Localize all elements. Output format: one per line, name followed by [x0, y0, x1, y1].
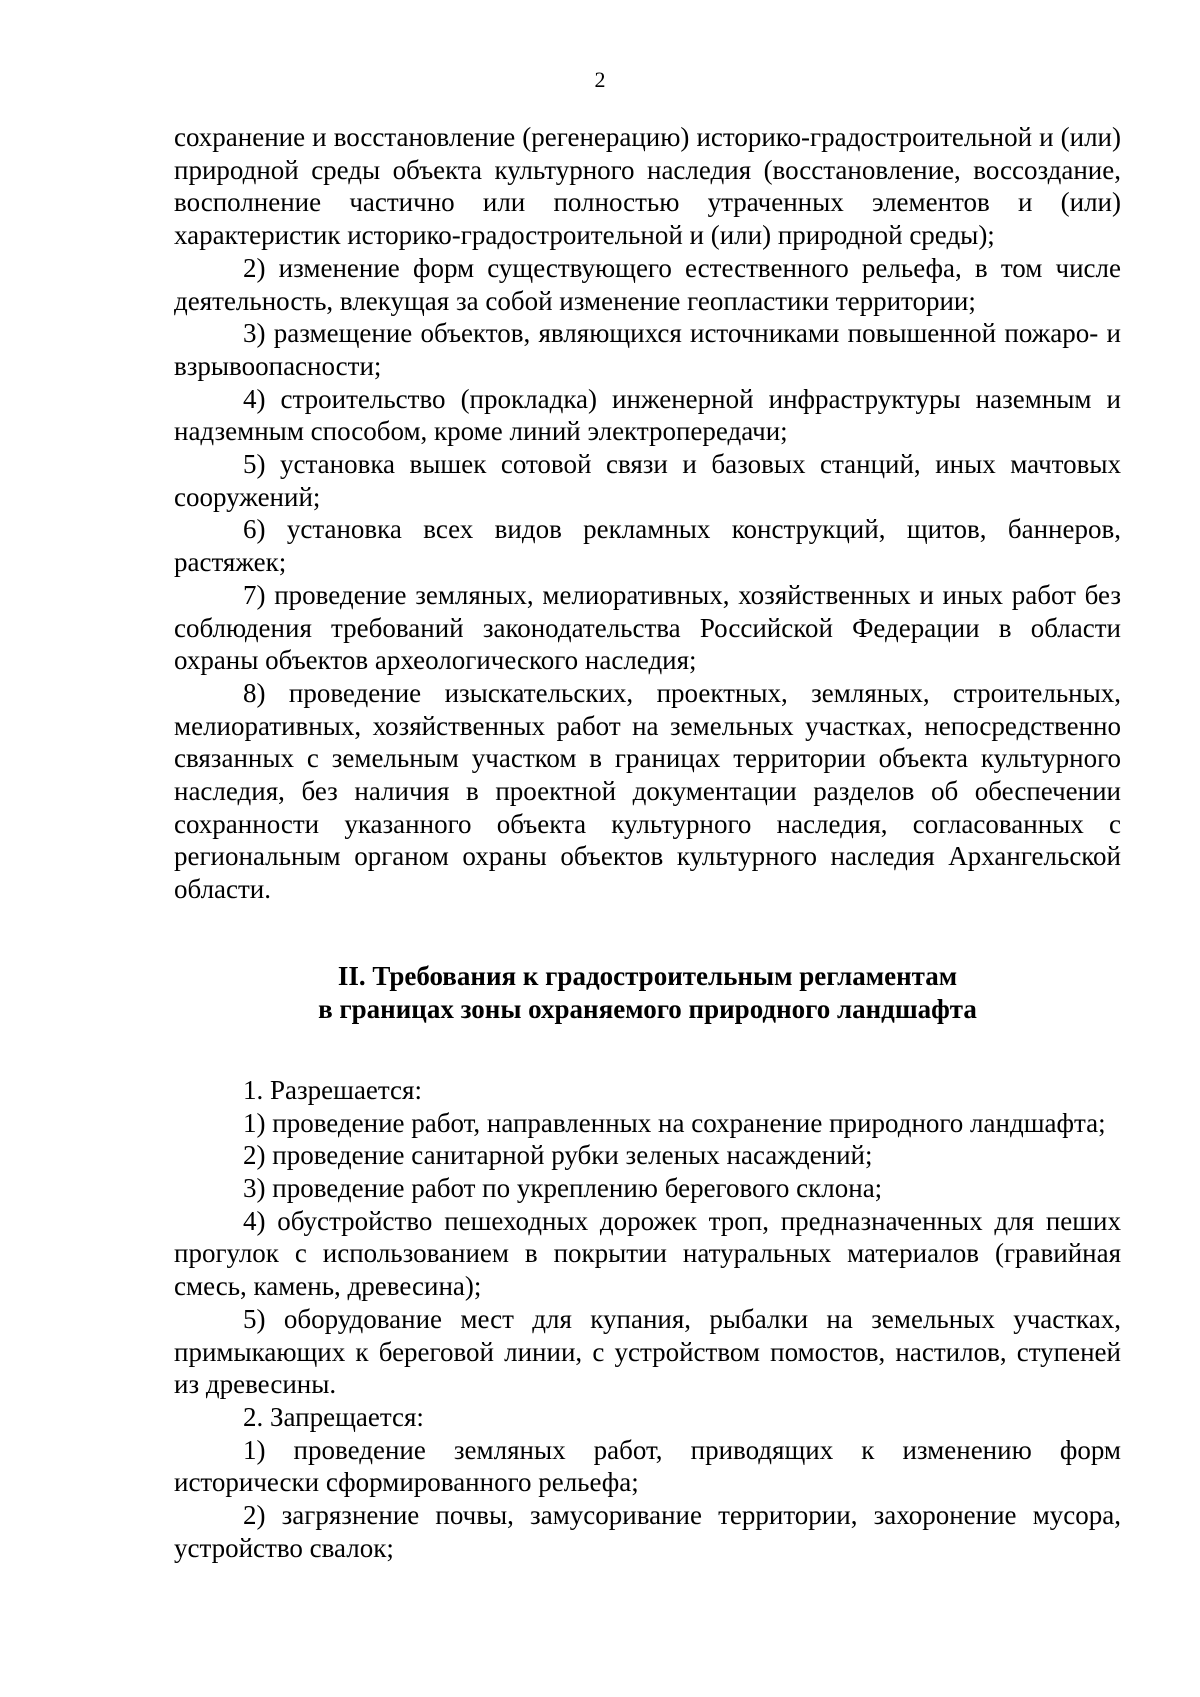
- allowed-item-1: 1) проведение работ, направленных на сохранение природного ландшафта;: [243, 1107, 1106, 1138]
- section-heading: [174, 960, 1121, 1026]
- prohibition-item-2: 2) изменение форм существующего естественного рельефа, в том числе деятельность, влекущая за собой изменение геопластики территории;: [174, 252, 1121, 316]
- allowed-item-3: 3) проведение работ по укреплению берегового склона;: [243, 1172, 883, 1203]
- allowed-header: 1. Разрешается:: [243, 1074, 422, 1105]
- prohibited-item-2: 2) загрязнение почвы, замусоривание территории, захоронение мусора, устройство свалок;: [174, 1500, 1121, 1563]
- prohibition-item-5: 5) установка вышек сотовой связи и базовых станций, иных мачтовых сооружений;: [174, 449, 1121, 512]
- prohibited-item-1: 1) проведение земляных работ, приводящих к изменению форм исторически сформированного рельефа;: [174, 1434, 1121, 1498]
- prohibition-item-3: 3) размещение объектов, являющихся источниками повышенной пожаро- и взрывоопасности;: [174, 318, 1121, 381]
- document-body: [174, 121, 1121, 1564]
- allowed-item-5: 5) оборудование мест для купания, рыбалки на земельных участках, примыкающих к береговой линии, с устройством помостов, настилов, ступеней из древесины.: [174, 1303, 1121, 1400]
- section-heading-line-1: II. Требования к градостроительным регламентам: [337, 960, 958, 991]
- page-number: 2: [594, 67, 606, 92]
- prohibition-item-4: 4) строительство (прокладка) инженерной инфраструктуры наземным и надземным способом, кроме линий электропередачи;: [174, 383, 1121, 447]
- intro-paragraph: сохранение и восстановление (регенерацию) историко-градостроительной и (или) природной среды объекта культурного наследия (восстановление, воссоздание, восполнение частично или полностью утраченных элементов и (или) характеристик историко-градостроительной и (или) природной среды);: [174, 122, 1121, 251]
- prohibition-item-7: 7) проведение земляных, мелиоративных, хозяйственных и иных работ без соблюдения требований законодательства Российской Федерации в области охраны объектов археологического наследия;: [174, 579, 1121, 676]
- allowed-item-2: 2) проведение санитарной рубки зеленых насаждений;: [243, 1140, 873, 1171]
- allowed-item-4: 4) обустройство пешеходных дорожек троп, предназначенных для пеших прогулок с использованием в покрытии натуральных материалов (гравийная смесь, камень, древесина);: [174, 1205, 1121, 1302]
- prohibition-item-6: 6) установка всех видов рекламных конструкций, щитов, баннеров, растяжек;: [174, 514, 1121, 578]
- section-heading-line-2: в границах зоны охраняемого природного ландшафта: [318, 993, 977, 1024]
- prohibited-header: 2. Запрещается:: [243, 1401, 424, 1432]
- section-list: [174, 1074, 1121, 1565]
- prohibition-item-8: 8) проведение изыскательских, проектных, земляных, строительных, мелиоративных, хозяйственных работ на земельных участках, непосредственно связанных с земельным участком в границах территории объекта культурного наследия, без наличия в проектной документации разделов об обеспечении сохранности указанного объекта культурного наследия, согласованных с региональным органом охраны объектов культурного наследия Архангельской области.: [174, 677, 1121, 905]
